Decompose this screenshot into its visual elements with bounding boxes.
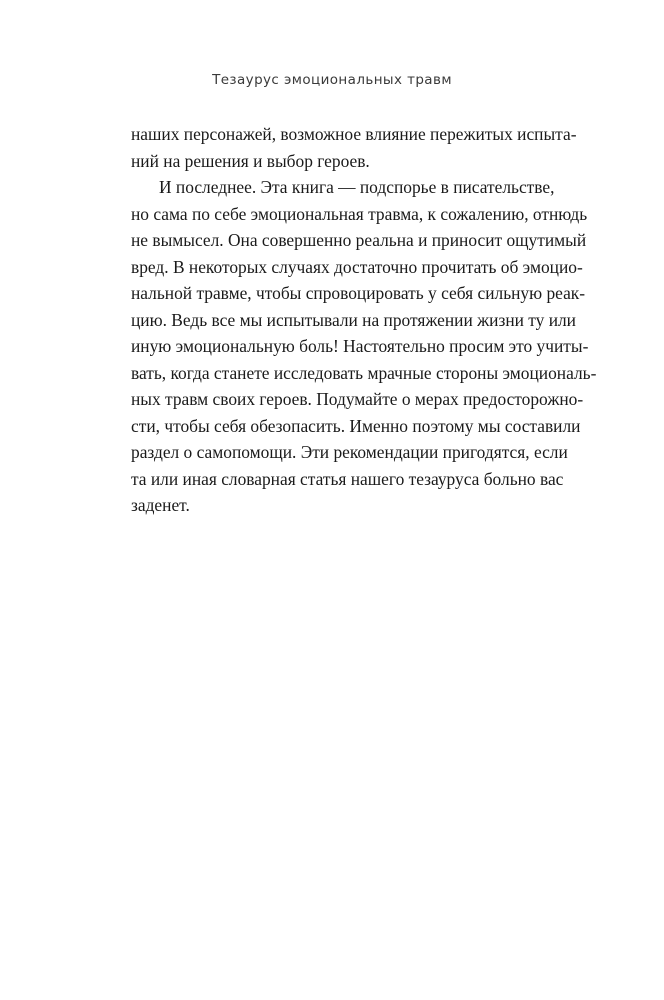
text-line: сти, чтобы себя обезопасить. Именно поэтому мы составили xyxy=(131,415,581,436)
text-line: но сама по себе эмоциональная травма, к сожалению, отнюдь xyxy=(131,203,588,224)
text-line: цию. Ведь все мы испытывали на протяжении жизни ту или xyxy=(131,309,576,330)
text-line: ний на решения и выбор героев. xyxy=(131,150,370,171)
text-line: вать, когда станете исследовать мрачные стороны эмоциональ- xyxy=(131,362,597,383)
text-line: наших персонажей, возможное влияние пережитых испыта- xyxy=(131,124,577,144)
running-title: Тезаурус эмоциональных травм xyxy=(212,72,452,88)
text-line: нальной травме, чтобы спровоцировать у себя сильную реак- xyxy=(131,283,586,303)
body-text xyxy=(131,121,597,519)
text-line: раздел о самопомощи. Эти рекомендации пригодятся, если xyxy=(131,442,568,462)
paragraph-first-line: И последнее. Эта книга — подспорье в писательстве, xyxy=(159,177,555,197)
text-line: не вымысел. Она совершенно реальна и приносит ощутимый xyxy=(131,230,587,250)
text-line: ных травм своих героев. Подумайте о мерах предосторожно- xyxy=(131,389,584,409)
text-line: та или иная словарная статья нашего тезауруса больно вас xyxy=(131,468,564,489)
text-line: иную эмоциональную боль! Настоятельно просим это учиты- xyxy=(131,336,589,356)
text-line: заденет. xyxy=(131,495,190,515)
text-line: вред. В некоторых случаях достаточно прочитать об эмоцио- xyxy=(131,256,583,277)
